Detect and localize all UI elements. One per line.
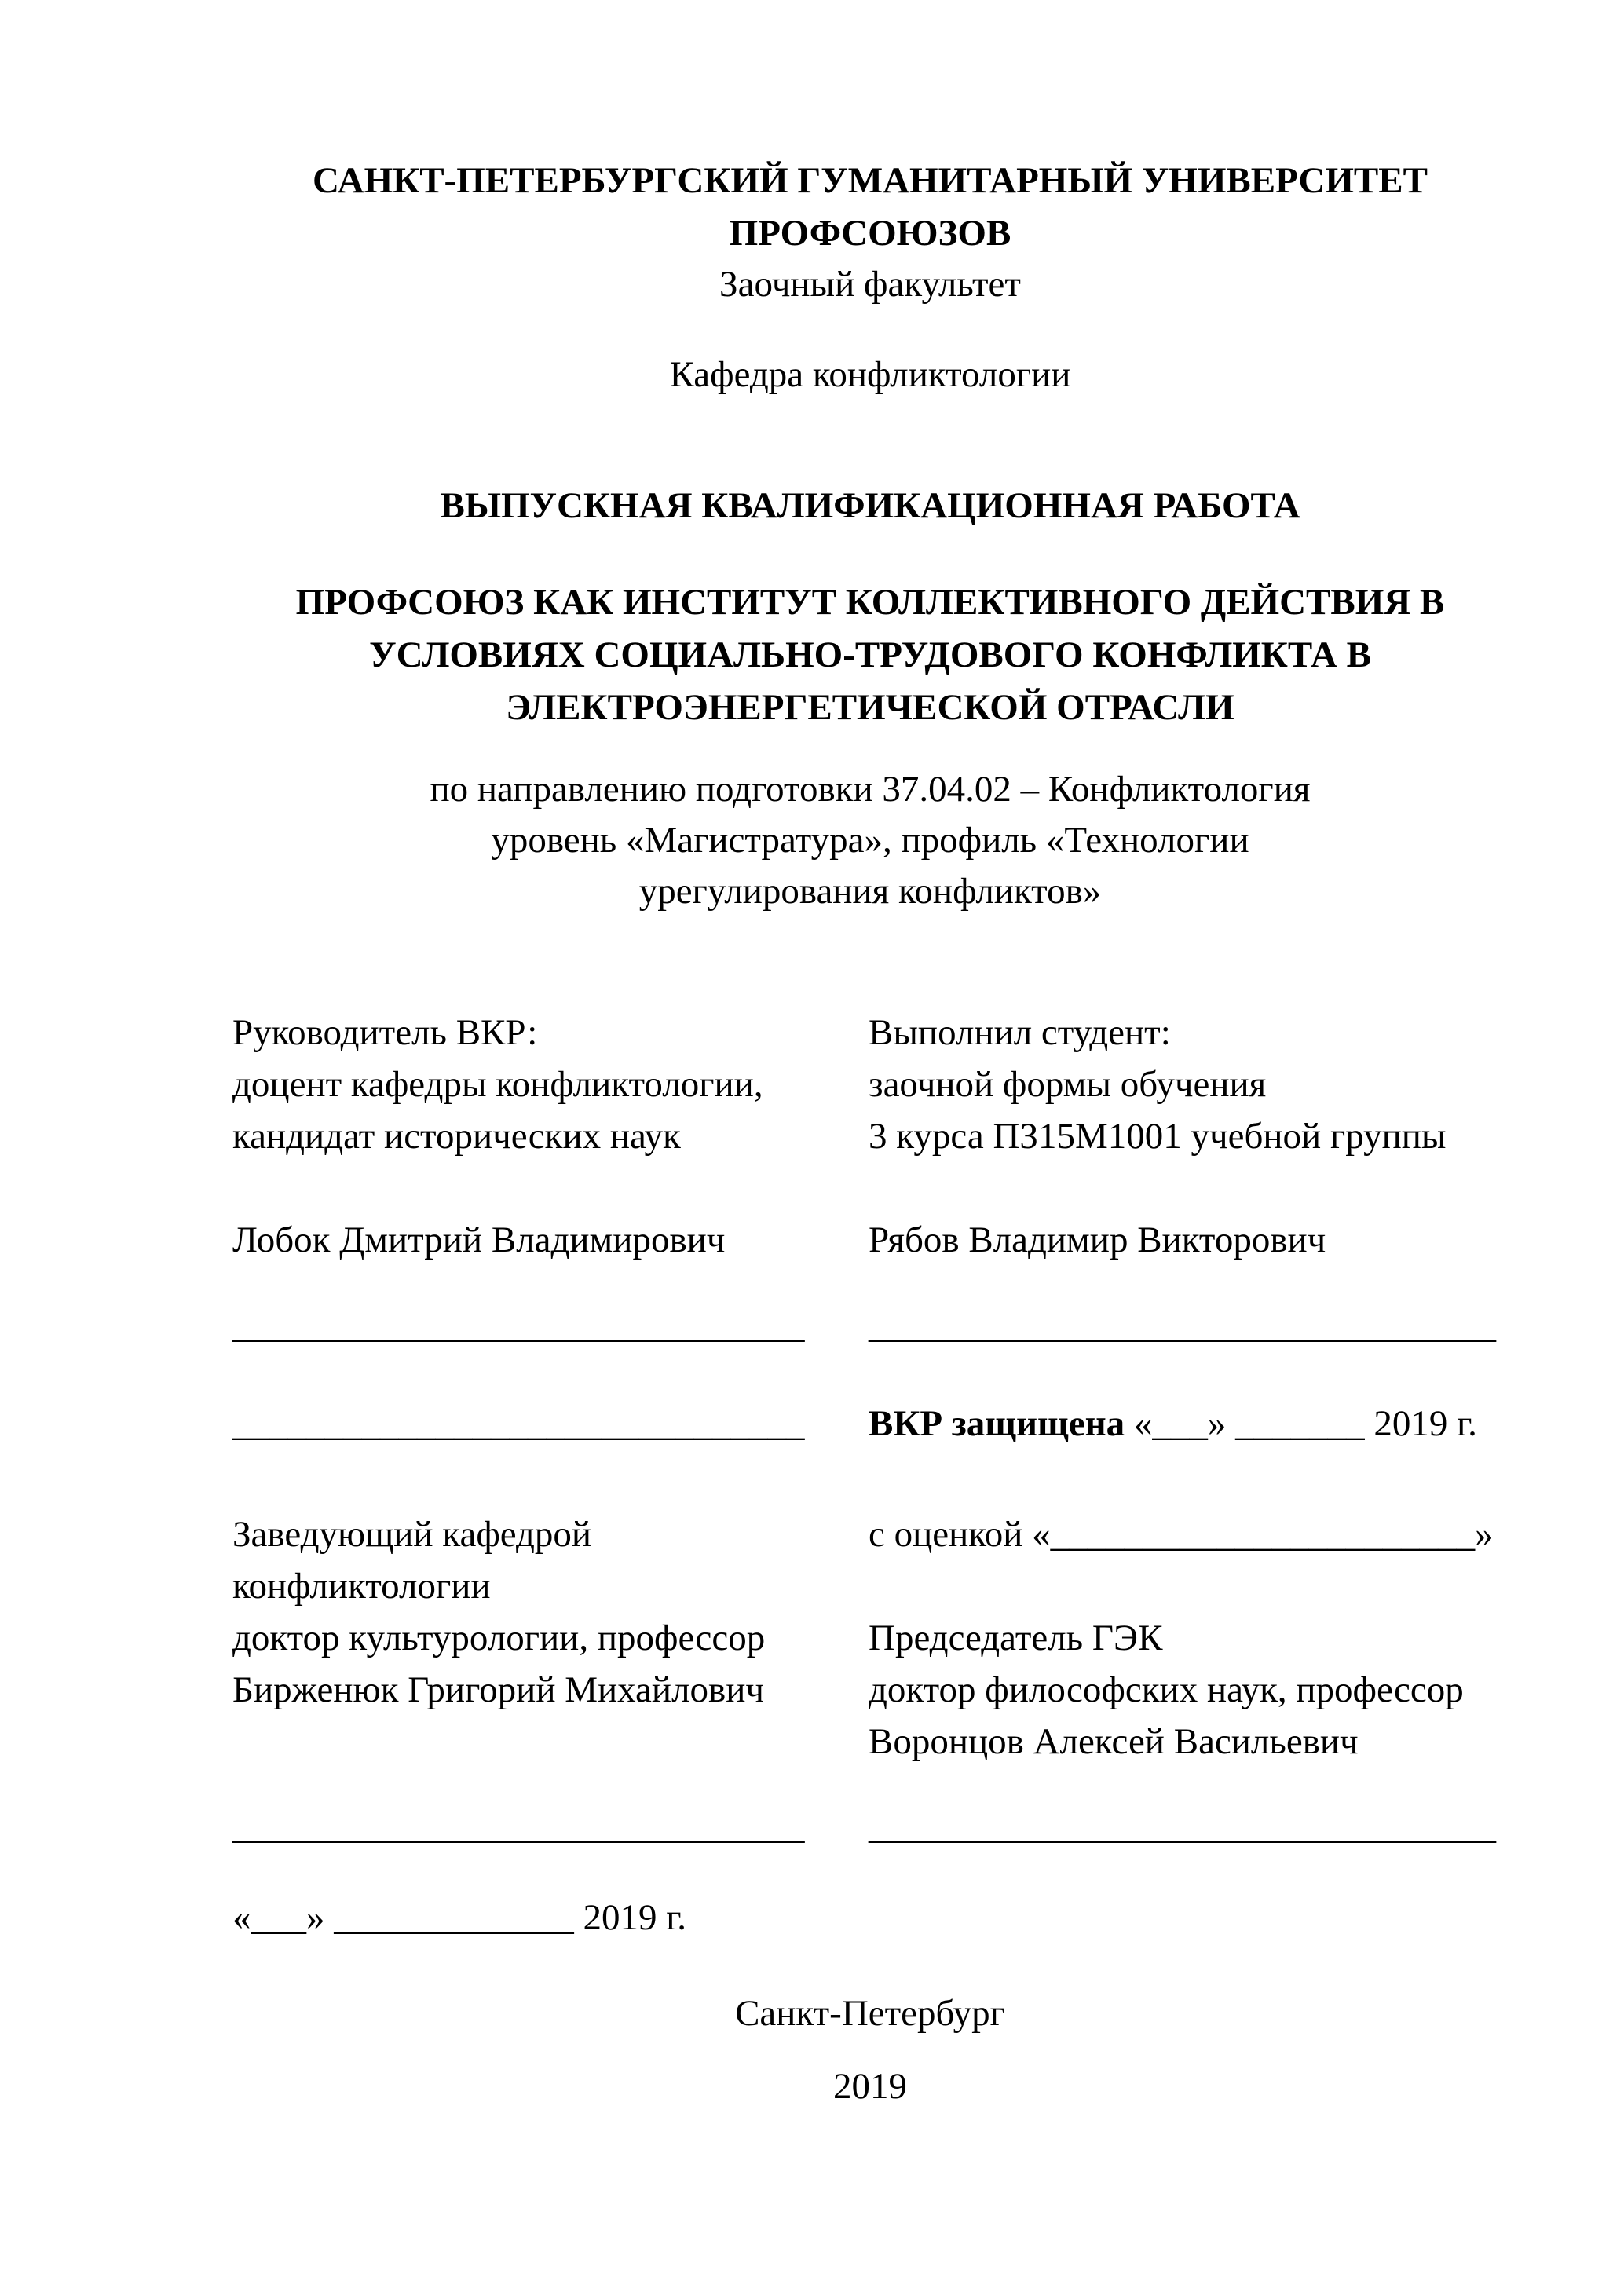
faculty-name: Заочный факультет xyxy=(719,264,1021,305)
chairman-role: Председатель ГЭК xyxy=(869,1618,1163,1658)
program-info xyxy=(232,764,1508,917)
university-name xyxy=(232,155,1508,260)
student-group: 3 курса ПЗ15М1001 учебной группы xyxy=(869,1116,1447,1157)
head-of-department-block xyxy=(232,1508,865,1716)
defense-date-line xyxy=(869,1398,1508,1450)
supervisor-role: Руководитель ВКР: xyxy=(232,1012,538,1053)
grade-chairman-block xyxy=(869,1508,1508,1768)
student-role: Выполнил студент: xyxy=(869,1012,1171,1053)
chairman-name: Воронцов Алексей Васильевич xyxy=(869,1721,1359,1762)
chairman-position: доктор философских наук, профессор xyxy=(869,1669,1464,1710)
work-type-heading: ВЫПУСКНАЯ КВАЛИФИКАЦИОННАЯ РАБОТА xyxy=(440,485,1300,526)
head-role-line2: конфликтологии xyxy=(232,1566,491,1607)
supervisor-degree: кандидат исторических наук xyxy=(232,1116,681,1157)
head-name: Бирженюк Григорий Михайлович xyxy=(232,1669,765,1710)
head-date-line: «___» _____________ 2019 г. xyxy=(232,1897,686,1938)
supervisor-signature-line2: _______________________________ xyxy=(232,1403,805,1444)
program-level: уровень «Магистратура», профиль «Технологии xyxy=(491,820,1249,861)
student-signature-line: __________________________________ xyxy=(869,1305,1496,1346)
thesis-title-line2: УСЛОВИЯХ СОЦИАЛЬНО-ТРУДОВОГО КОНФЛИКТА В xyxy=(369,634,1371,675)
spacer xyxy=(232,1162,865,1214)
supervisor-position: доцент кафедры конфликтологии, xyxy=(232,1064,763,1105)
year: 2019 xyxy=(833,2066,907,2107)
student-name: Рябов Владимир Викторович xyxy=(869,1219,1326,1260)
spacer xyxy=(869,1162,1508,1214)
thesis-title-line1: ПРОФСОЮЗ КАК ИНСТИТУТ КОЛЛЕКТИВНОГО ДЕЙСТВИЯ В xyxy=(295,582,1445,623)
thesis-title xyxy=(232,576,1508,734)
supervisor-name: Лобок Дмитрий Владимирович xyxy=(232,1219,726,1260)
spacer xyxy=(869,1560,1508,1612)
supervisor-block xyxy=(232,1007,865,1266)
student-form: заочной формы обучения xyxy=(869,1064,1267,1105)
department-name: Кафедра конфликтологии xyxy=(669,354,1071,395)
university-name-line2: ПРОФСОЮЗОВ xyxy=(729,213,1011,254)
head-role-line1: Заведующий кафедрой xyxy=(232,1514,592,1555)
city: Санкт-Петербург xyxy=(735,1993,1005,2034)
program-profile: урегулирования конфликтов» xyxy=(638,871,1102,912)
student-block xyxy=(869,1007,1508,1266)
thesis-title-line3: ЭЛЕКТРОЭНЕРГЕТИЧЕСКОЙ ОТРАСЛИ xyxy=(506,687,1234,728)
university-name-line1: САНКТ-ПЕТЕРБУРГСКИЙ ГУМАНИТАРНЫЙ УНИВЕРСИТЕТ xyxy=(313,160,1428,201)
grade-line: с оценкой «_______________________» xyxy=(869,1514,1494,1555)
program-direction: по направлению подготовки 37.04.02 – Конфликтология xyxy=(430,769,1311,810)
defense-date-blank: «___» _______ 2019 г. xyxy=(1125,1403,1477,1444)
defense-date-label: ВКР защищена xyxy=(869,1403,1125,1444)
head-signature-line: _______________________________ xyxy=(232,1806,805,1847)
head-position: доктор культурологии, профессор xyxy=(232,1618,766,1658)
chairman-signature-line: __________________________________ xyxy=(869,1806,1496,1847)
supervisor-signature-line: _______________________________ xyxy=(232,1305,805,1346)
